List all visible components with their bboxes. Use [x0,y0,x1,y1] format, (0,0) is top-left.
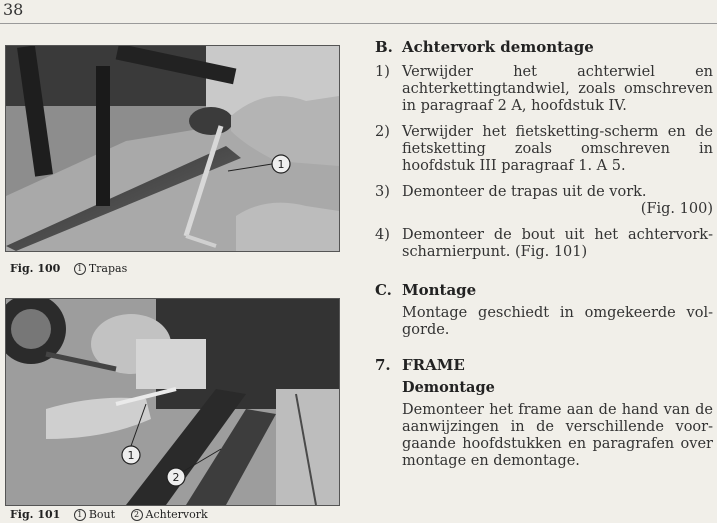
page-number: 38 [3,0,24,19]
section-c-title: Montage [402,281,477,299]
figure-101-caption [10,508,218,521]
section-7-heading [375,356,713,374]
section-b-step-4 [375,227,713,261]
step-number: 3) [375,184,390,200]
step-number: 2) [375,124,390,140]
figure-101-callout-2 [129,508,208,521]
section-7-title: FRAME [402,356,465,374]
callout-label: Bout [88,508,116,521]
svg-text:1: 1 [277,158,285,171]
svg-text:1: 1 [127,449,135,462]
callout-label: Trapas [88,262,128,275]
section-c-heading [375,281,713,299]
section-7-subtitle: Demontage [402,379,495,396]
section-7-label: 7. [375,356,391,374]
section-c-label: C. [375,281,392,299]
figure-101-callout-1 [72,508,115,521]
figure-101-number: Fig. 101 [10,508,61,521]
section-b-step-3 [375,184,713,218]
callout-marker: 1 [74,263,86,275]
figure-reference: (Fig. 100) [640,201,713,217]
text-column [375,38,713,470]
callout-label: Achtervork [145,508,208,521]
step-text: Verwijder het achterwiel en achterkettingtandwiel, zoals omschreven in paragraaf 2 A, hoofdstuk IV. [402,64,713,114]
step-number: 1) [375,64,390,80]
step-number: 4) [375,227,390,243]
section-b-heading [375,38,713,56]
figure-100-photo [5,45,340,252]
figure-100-callout-1 [72,262,127,275]
step-text: Verwijder het fietsketting-scherm en de fietsketting zoals omschreven in hoofdstuk III paragraaf 1. A 5. [402,124,713,174]
section-b-step-1 [375,64,713,115]
section-7-text: Demonteer het frame aan de hand van de aanwijzingen in de verschillende voorgaande hoofdstukken en paragrafen over montage en demontage. [402,402,713,469]
step-text: Demonteer de bout uit het achtervorkscharnierpunt. (Fig. 101) [402,227,713,260]
header-rule [0,23,717,24]
callout-marker: 1 [74,509,86,521]
section-b-label: B. [375,38,393,56]
svg-text:2: 2 [172,471,180,484]
section-b-title: Achtervork demontage [402,38,594,56]
figure-100-caption [10,262,137,275]
figure-101-photo [5,298,340,506]
step-text: Demonteer de trapas uit de vork. [402,184,647,200]
figure-100-number: Fig. 100 [10,262,61,275]
callout-marker: 2 [131,509,143,521]
section-c-text: Montage geschiedt in omgekeerde volgorde. [402,305,713,338]
section-b-step-2 [375,124,713,175]
